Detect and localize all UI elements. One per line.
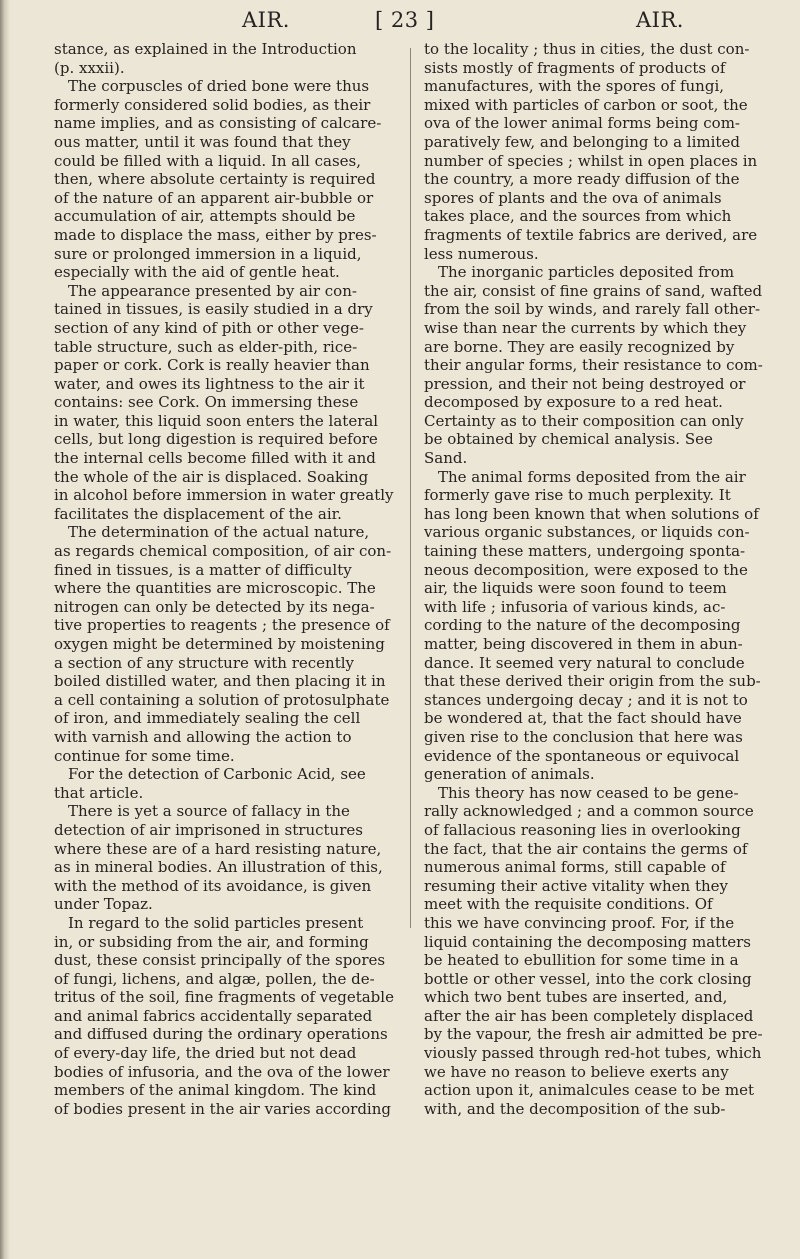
text-line: mixed with particles of carbon or soot, the [424,95,748,114]
text-line: evidence of the spontaneous or equivocal [424,746,740,765]
text-line: bottle or other vessel, into the cork closing [424,969,752,988]
text-line: has long been known that when solutions of [424,504,759,523]
text-line: as in mineral bodies. An illustration of this, [54,858,383,877]
text-line: we have no reason to believe exerts any [424,1062,729,1081]
text-line: of bodies present in the air varies according [54,1099,391,1118]
column-divider [410,48,411,928]
text-line: facilitates the displacement of the air. [54,504,342,523]
text-line: their angular forms, their resistance to com- [424,356,763,375]
text-line: as regards chemical composition, of air con- [54,542,392,561]
text-line: The appearance presented by air con- [68,281,357,300]
text-line: The animal forms deposited from the air [438,467,746,486]
text-line: fined in tissues, is a matter of difficulty [54,560,352,579]
text-line: boiled distilled water, and then placing it in [54,672,386,691]
text-line: after the air has been completely displaced [424,1006,754,1025]
text-line: where the quantities are microscopic. The [54,579,376,598]
text-line: ova of the lower animal forms being com- [424,114,740,133]
text-line: dust, these consist principally of the spores [54,951,386,970]
running-head-right: AIR. [636,8,684,32]
text-line: accumulation of air, attempts should be [54,207,356,226]
right-column [424,40,768,1118]
text-line: sure or prolonged immersion in a liquid, [54,244,362,263]
text-line: under Topaz. [54,895,153,914]
text-line: a section of any structure with recently [54,653,355,672]
running-head-left: AIR. [242,8,290,32]
text-line: of the nature of an apparent air-bubble or [54,188,374,207]
text-line: liquid containing the decomposing matters [424,932,751,951]
text-line: table structure, such as elder-pith, rice- [54,337,358,356]
text-line: rally acknowledged ; and a common source [424,802,754,821]
text-line: The determination of the actual nature, [68,523,370,542]
text-line: the whole of the air is displaced. Soaking [54,467,369,486]
text-line: detection of air imprisoned in structures [54,820,363,839]
text-line: be heated to ebullition for some time in a [424,951,739,970]
text-line: which two bent tubes are inserted, and, [424,988,728,1007]
text-line: could be filled with a liquid. In all cases, [54,151,361,170]
text-line: viously passed through red-hot tubes, which [424,1044,762,1063]
text-line: in alcohol before immersion in water greatly [54,486,394,505]
text-line: spores of plants and the ova of animals [424,188,722,207]
text-line: various organic substances, or liquids con- [424,523,750,542]
text-line: where these are of a hard resisting nature, [54,839,382,858]
text-line: the fact, that the air contains the germs of [424,839,748,858]
text-line: of fungi, lichens, and algæ, pollen, the de- [54,969,375,988]
text-line: formerly considered solid bodies, as their [54,95,371,114]
text-line: to the locality ; thus in cities, the dust con- [424,40,750,58]
text-line: matter, being discovered in them in abun- [424,635,743,653]
text-line: by the vapour, the fresh air admitted be pre- [424,1025,763,1044]
text-line: There is yet a source of fallacy in the [68,802,350,821]
text-line: The corpuscles of dried bone were thus [68,77,370,96]
text-line: manufactures, with the spores of fungi, [424,77,725,96]
text-line: This theory has now ceased to be gene- [438,783,739,802]
text-line: made to displace the mass, either by pres- [54,225,377,244]
text-line: of every-day life, the dried but not dead [54,1044,357,1063]
text-line: continue for some time. [54,746,235,765]
text-line: be obtained by chemical analysis. See [424,430,713,449]
text-line: especially with the aid of gentle heat. [54,263,340,282]
text-line: tive properties to reagents ; the presence of [54,616,390,635]
text-line: less numerous. [424,244,539,263]
text-line: of fallacious reasoning lies in overlooking [424,820,741,839]
text-line: the air, consist of fine grains of sand, wafted [424,281,763,300]
text-line: bodies of infusoria, and the ova of the lower [54,1062,390,1081]
running-head [30,8,770,40]
text-line: Certainty as to their composition can only [424,411,744,430]
text-line: Sand. [424,449,468,468]
text-line: dance. It seemed very natural to conclude [424,653,745,672]
text-line: taining these matters, undergoing sponta- [424,542,746,561]
text-line: the country, a more ready diffusion of the [424,170,740,189]
text-line: nitrogen can only be detected by its nega- [54,597,375,616]
text-line: tained in tissues, is easily studied in a dry [54,300,373,319]
text-line: numerous animal forms, still capable of [424,858,726,877]
text-line: formerly gave rise to much perplexity. It [424,486,731,505]
left-column [54,40,398,1118]
text-line: with, and the decomposition of the sub- [424,1099,726,1118]
text-line: generation of animals. [424,765,595,784]
text-line: In regard to the solid particles present [68,913,364,932]
text-line: sists mostly of fragments of products of [424,58,726,77]
text-line: air, the liquids were soon found to teem [424,579,727,598]
text-line: tritus of the soil, fine fragments of vegetable [54,988,394,1007]
text-line: (p. xxxii). [54,58,125,77]
text-line: with varnish and allowing the action to [54,727,352,746]
page-number: [ 23 ] [375,8,435,32]
text-line: paratively few, and belonging to a limited [424,132,740,151]
text-line: that article. [54,783,144,802]
text-line: water, and owes its lightness to the air it [54,374,365,393]
text-line: resuming their active vitality when they [424,876,728,895]
text-line: then, where absolute certainty is required [54,170,376,189]
text-line: number of species ; whilst in open places in [424,151,758,170]
text-line: in, or subsiding from the air, and forming [54,932,369,951]
text-line: pression, and their not being destroyed or [424,374,746,393]
text-line: For the detection of Carbonic Acid, see [68,765,366,784]
text-line: with the method of its avoidance, is given [54,876,372,895]
text-line: wise than near the currents by which they [424,318,747,337]
text-line: cells, but long digestion is required before [54,430,378,449]
text-line: paper or cork. Cork is really heavier than [54,356,370,375]
text-line: from the soil by winds, and rarely fall other- [424,300,761,319]
text-line: be wondered at, that the fact should have [424,709,742,728]
text-line: takes place, and the sources from which [424,207,732,226]
text-line: are borne. They are easily recognized by [424,337,735,356]
text-line: of iron, and immediately sealing the cell [54,709,361,728]
text-line: decomposed by exposure to a red heat. [424,393,723,412]
text-line: section of any kind of pith or other vege- [54,318,364,337]
text-line: action upon it, animalcules cease to be met [424,1081,755,1100]
text-line: oxygen might be determined by moistening [54,635,385,653]
text-line: stance, as explained in the Introduction [54,40,357,58]
text-line: stances undergoing decay ; and it is not to [424,690,748,709]
text-line: and diffused during the ordinary operations [54,1025,388,1044]
text-line: that these derived their origin from the sub- [424,672,761,691]
text-line: a cell containing a solution of protosulphate [54,690,390,709]
text-line: given rise to the conclusion that here was [424,727,743,746]
text-line: fragments of textile fabrics are derived, are [424,225,758,244]
text-line: the internal cells become filled with it and [54,449,376,468]
text-line: with life ; infusoria of various kinds, ac- [424,597,726,616]
text-line: contains: see Cork. On immersing these [54,393,359,412]
text-line: The inorganic particles deposited from [438,263,735,282]
text-line: ous matter, until it was found that they [54,132,351,151]
text-line: name implies, and as consisting of calcare- [54,114,382,133]
text-line: members of the animal kingdom. The kind [54,1081,377,1100]
text-line: in water, this liquid soon enters the lateral [54,411,379,430]
text-line: cording to the nature of the decomposing [424,616,741,635]
text-line: neous decomposition, were exposed to the [424,560,748,579]
text-line: this we have convincing proof. For, if the [424,913,735,932]
text-line: meet with the requisite conditions. Of [424,895,713,914]
text-line: and animal fabrics accidentally separated [54,1006,373,1025]
